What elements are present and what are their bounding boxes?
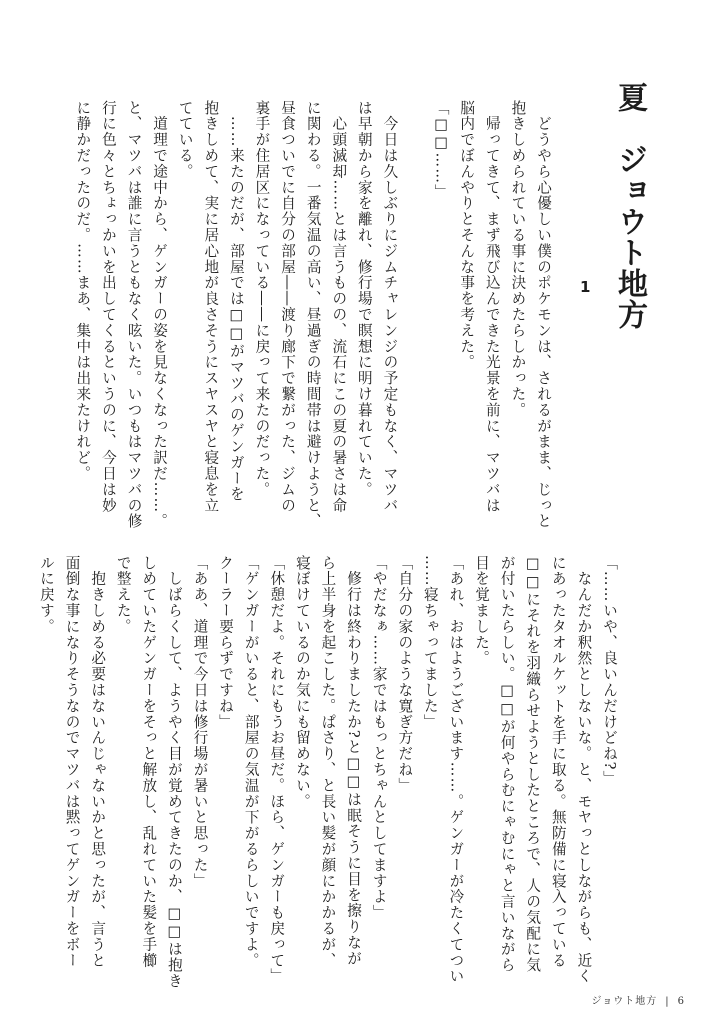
text-line: 道理で途中から、ゲンガーの姿を見なくなった訳だ……。 <box>151 100 169 530</box>
text-line: で整えた。 <box>114 555 132 635</box>
upper-text-block <box>74 100 556 530</box>
text-line: ルに戻す。 <box>37 555 55 635</box>
text-line: は早朝から家を離れ、修行場で瞑想に明け暮れていた。 <box>355 100 373 498</box>
text-line: と、マツバは誰に言うともなく呟いた。いつもはマツバの修 <box>125 100 143 530</box>
text-line: 脳内でぼんやりとそんな事を考えた。 <box>458 100 476 371</box>
text-line: 行に色々とちょっかいを出してくるというのに、今日は妙 <box>99 100 117 514</box>
text-line: しめていたゲンガーをそっと解放し、乱れていた髪を手櫛 <box>140 555 158 969</box>
chapter-number: 1 <box>580 278 591 296</box>
text-line: 「やだなぁ……家ではもっとちゃんとしてますよ」 <box>370 555 388 921</box>
text-line: 「□□……」 <box>432 100 450 201</box>
text-line: 「休憩だよ。それにもうお昼だ。ほら、ゲンガーも戻って」 <box>268 555 286 985</box>
text-line: ……寝ちゃってました」 <box>421 555 439 730</box>
text-line: 「ああ、道理で今日は修行場が暑いと思った」 <box>191 555 209 889</box>
text-line: に関わる。一番気温の高い、昼過ぎの時間帯は避けようと、 <box>304 100 322 530</box>
text-line: どうやら心優しい僕のポケモンは、されるがまま、じっと <box>535 100 552 530</box>
text-line: 今日は久しぶりにジムチャレンジの予定もなく、マツバ <box>381 100 399 514</box>
text-line: 目を覚ました。 <box>473 555 491 667</box>
text-line: しばらくして、ようやく目が覚めてきたのか、□□は抱き <box>165 555 183 990</box>
text-line: が付いたらしい。□□が何やらむにゃむにゃと言いながら <box>498 555 516 974</box>
text-line: 心頭滅却……とは言うものの、流石にこの夏の暑さは命 <box>330 100 348 514</box>
text-line: 抱きしめられている事に決めたらしかった。 <box>509 100 527 418</box>
lower-text-block <box>37 555 622 990</box>
page-number: 6 <box>677 996 685 1007</box>
text-line: 「あれ、おはようございます……。ゲンガーが冷たくてつい <box>447 555 465 985</box>
text-line: 修行は終わりましたか?と□□は眠そうに目を擦りなが <box>345 555 363 967</box>
text-line: □□にそれを羽織らせようとしたところで、人の気配に気 <box>524 555 542 974</box>
chapter-title: 夏 ジョウト地方 <box>612 82 647 330</box>
footer-separator: | <box>665 996 670 1007</box>
text-line: 昼食ついでに自分の部屋――渡り廊下で繋がった、ジムの <box>279 100 297 514</box>
text-line: 面倒な事になりそうなのでマツバは黙ってゲンガーをボー <box>63 555 81 969</box>
page-footer <box>591 992 685 1007</box>
text-line: 裏手が住居区になっている――に戻って来たのだった。 <box>253 100 271 498</box>
text-line: ……来たのだが、部屋では□□がマツバのゲンガーを <box>227 100 245 503</box>
text-line: に静かだったのだ。……まあ、集中は出来たけれど。 <box>74 100 92 482</box>
text-line: 帰ってきて、まず飛び込んできた光景を前に、マツバは <box>483 100 501 514</box>
text-line: 抱きしめる必要はないんじゃないかと思ったが、言うと <box>89 555 107 969</box>
text-line <box>402 100 428 495</box>
text-line: 「……いや、良いんだけどね?」 <box>601 555 618 787</box>
text-line: 抱きしめて、実に居心地が良さそうにスヤスヤと寝息を立 <box>202 100 220 514</box>
text-line: てている。 <box>176 100 194 180</box>
text-line: ら上半身を起こした。ぱさり、と長い髪が顔にかかるが、 <box>319 555 337 969</box>
text-line: 「ゲンガーがいると、部屋の気温が下がるらしいですよ。 <box>242 555 260 969</box>
text-line: にあったタオルケットを手に取る。無防備に寝入っている <box>549 555 567 969</box>
text-line: なんだか釈然としないな。と、モヤっとしながらも、近く <box>575 555 593 985</box>
text-line: 「自分の家のような寛ぎ方だね」 <box>396 555 414 794</box>
footer-section-title: ジョウト地方 <box>591 996 658 1007</box>
text-line: クーラー要らずですね」 <box>217 555 235 730</box>
text-line: 寝ぼけているのか気にも留めない。 <box>293 555 311 810</box>
